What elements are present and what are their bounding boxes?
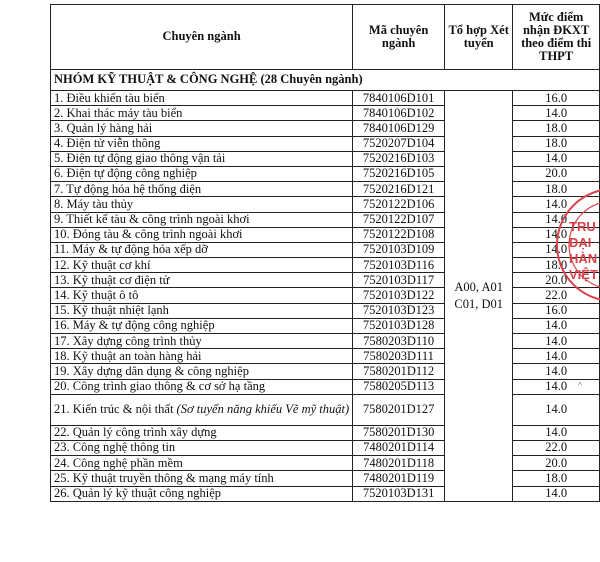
min-score: 16.0 [513, 91, 600, 106]
major-name: 13. Kỹ thuật cơ điện tử [51, 273, 353, 288]
major-name [51, 394, 353, 425]
major-code: 7520103D116 [353, 258, 445, 273]
table-body [51, 91, 600, 502]
header-code: Mã chuyên ngành [353, 5, 445, 70]
major-name: 6. Điện tự động công nghiệp [51, 166, 353, 181]
table-row [51, 288, 600, 303]
major-name: 7. Tự động hóa hệ thống điện [51, 182, 353, 197]
major-code: 7480201D114 [353, 440, 445, 455]
min-score: 14.0 [513, 318, 600, 333]
table-row [51, 486, 600, 501]
major-name: 25. Kỹ thuật truyền thông & mạng máy tính [51, 471, 353, 486]
table-row [51, 364, 600, 379]
min-score: 14.0 [513, 394, 600, 425]
header-combo: Tổ hợp Xét tuyển [445, 5, 513, 70]
major-name: 16. Máy & tự động công nghiệp [51, 318, 353, 333]
table-row [51, 471, 600, 486]
major-name: 26. Quản lý kỹ thuật công nghiệp [51, 486, 353, 501]
table-row [51, 197, 600, 212]
combo-cell [445, 91, 513, 502]
major-code: 7580201D130 [353, 425, 445, 440]
min-score: 16.0 [513, 303, 600, 318]
major-name: 22. Quản lý công trình xây dựng [51, 425, 353, 440]
min-score: 14.0 [513, 197, 600, 212]
table-row [51, 106, 600, 121]
seal-text: VIỆT [569, 267, 598, 282]
major-code: 7520103D117 [353, 273, 445, 288]
min-score: 14.0 [513, 334, 600, 349]
min-score: 18.0 [513, 258, 600, 273]
min-score: 14.0 [513, 486, 600, 501]
combo-line-2: C01, D01 [454, 296, 503, 311]
combo-line-1: A00, A01 [454, 279, 503, 294]
major-name: 18. Kỹ thuật an toàn hàng hải [51, 349, 353, 364]
table-row [51, 121, 600, 136]
seal-text: HÀN [569, 251, 598, 266]
major-code: 7520216D103 [353, 151, 445, 166]
major-name: 19. Xây dựng dân dụng & công nghiệp [51, 364, 353, 379]
min-score: 20.0 [513, 273, 600, 288]
major-name: 5. Điện tự động giao thông vận tải [51, 151, 353, 166]
major-name: 20. Công trình giao thông & cơ sở hạ tầng [51, 379, 353, 394]
major-code: 7480201D118 [353, 456, 445, 471]
major-code: 7520122D106 [353, 197, 445, 212]
major-code: 7520207D104 [353, 136, 445, 151]
major-code: 7480201D119 [353, 471, 445, 486]
min-score: 14.0 [513, 106, 600, 121]
major-code: 7840106D129 [353, 121, 445, 136]
table-row [51, 425, 600, 440]
min-score: 14.0 [513, 151, 600, 166]
min-score: 18.0 [513, 136, 600, 151]
min-score: 20.0 [513, 456, 600, 471]
header-score: Mức điểm nhận ĐKXT theo điểm thi THPT [513, 5, 600, 70]
mark-dot: ^ [578, 380, 582, 389]
major-code: 7580201D112 [353, 364, 445, 379]
table-row [51, 242, 600, 257]
min-score: 14.0 [513, 364, 600, 379]
major-name: 10. Đóng tàu & công trình ngoài khơi [51, 227, 353, 242]
min-score: 18.0 [513, 182, 600, 197]
table-row [51, 182, 600, 197]
major-name: 23. Công nghệ thông tin [51, 440, 353, 455]
admission-table [50, 4, 600, 502]
major-name-note: (Sơ tuyển năng khiếu Vẽ mỹ thuật) [176, 401, 350, 416]
table-row [51, 91, 600, 106]
major-name: 8. Máy tàu thủy [51, 197, 353, 212]
table-row [51, 212, 600, 227]
min-score: 18.0 [513, 121, 600, 136]
min-score: 14.0 [513, 227, 600, 242]
major-name: 2. Khai thác máy tàu biển [51, 106, 353, 121]
major-code: 7520216D121 [353, 182, 445, 197]
min-score: 20.0 [513, 166, 600, 181]
table-row [51, 303, 600, 318]
min-score: 22.0 [513, 440, 600, 455]
major-name: 15. Kỹ thuật nhiệt lạnh [51, 303, 353, 318]
major-code: 7580201D127 [353, 394, 445, 425]
major-name: 9. Thiết kế tàu & công trình ngoài khơi [51, 212, 353, 227]
major-code: 7520103D123 [353, 303, 445, 318]
major-name: 12. Kỹ thuật cơ khí [51, 258, 353, 273]
table-row [51, 349, 600, 364]
major-code: 7520122D108 [353, 227, 445, 242]
major-code: 7520103D122 [353, 288, 445, 303]
min-score: 22.0 [513, 288, 600, 303]
major-name: 24. Công nghệ phần mềm [51, 456, 353, 471]
min-score: 14.0 [513, 425, 600, 440]
table-row [51, 273, 600, 288]
table-row [51, 456, 600, 471]
table-row [51, 440, 600, 455]
major-code: 7520103D128 [353, 318, 445, 333]
group-title: NHÓM KỸ THUẬT & CÔNG NGHỆ (28 Chuyên ngành) [51, 70, 600, 91]
major-name: 11. Máy & tự động hóa xếp dỡ [51, 242, 353, 257]
table-row [51, 334, 600, 349]
major-code: 7580205D113 [353, 379, 445, 394]
stamp-seal-icon [553, 185, 600, 305]
seal-text: ĐẠI [569, 235, 592, 250]
major-code: 7520103D131 [353, 486, 445, 501]
min-score: 14.0 [513, 349, 600, 364]
major-code: 7520122D107 [353, 212, 445, 227]
min-score: 14.0 [513, 212, 600, 227]
major-code: 7520103D109 [353, 242, 445, 257]
major-code: 7840106D102 [353, 106, 445, 121]
table-row [51, 166, 600, 181]
major-code: 7580203D111 [353, 349, 445, 364]
major-code: 7840106D101 [353, 91, 445, 106]
seal-text: TRU [569, 219, 596, 234]
table-row [51, 227, 600, 242]
min-score: 14.0 [513, 242, 600, 257]
major-name: 17. Xây dựng công trình thủy [51, 334, 353, 349]
table-row [51, 394, 600, 425]
major-name: 4. Điện tử viễn thông [51, 136, 353, 151]
table-row [51, 318, 600, 333]
table-row [51, 258, 600, 273]
table-row [51, 379, 600, 394]
min-score: 14.0 [513, 379, 600, 394]
header-row [51, 5, 600, 70]
major-name: 1. Điều khiển tàu biển [51, 91, 353, 106]
table-row [51, 136, 600, 151]
major-code: 7520216D105 [353, 166, 445, 181]
major-name: 14. Kỹ thuật ô tô [51, 288, 353, 303]
major-code: 7580203D110 [353, 334, 445, 349]
header-major: Chuyên ngành [51, 5, 353, 70]
major-name: 3. Quản lý hàng hải [51, 121, 353, 136]
group-row [51, 70, 600, 91]
major-name-text: 21. Kiến trúc & nội thất [54, 401, 174, 416]
table-row [51, 151, 600, 166]
min-score: 18.0 [513, 471, 600, 486]
